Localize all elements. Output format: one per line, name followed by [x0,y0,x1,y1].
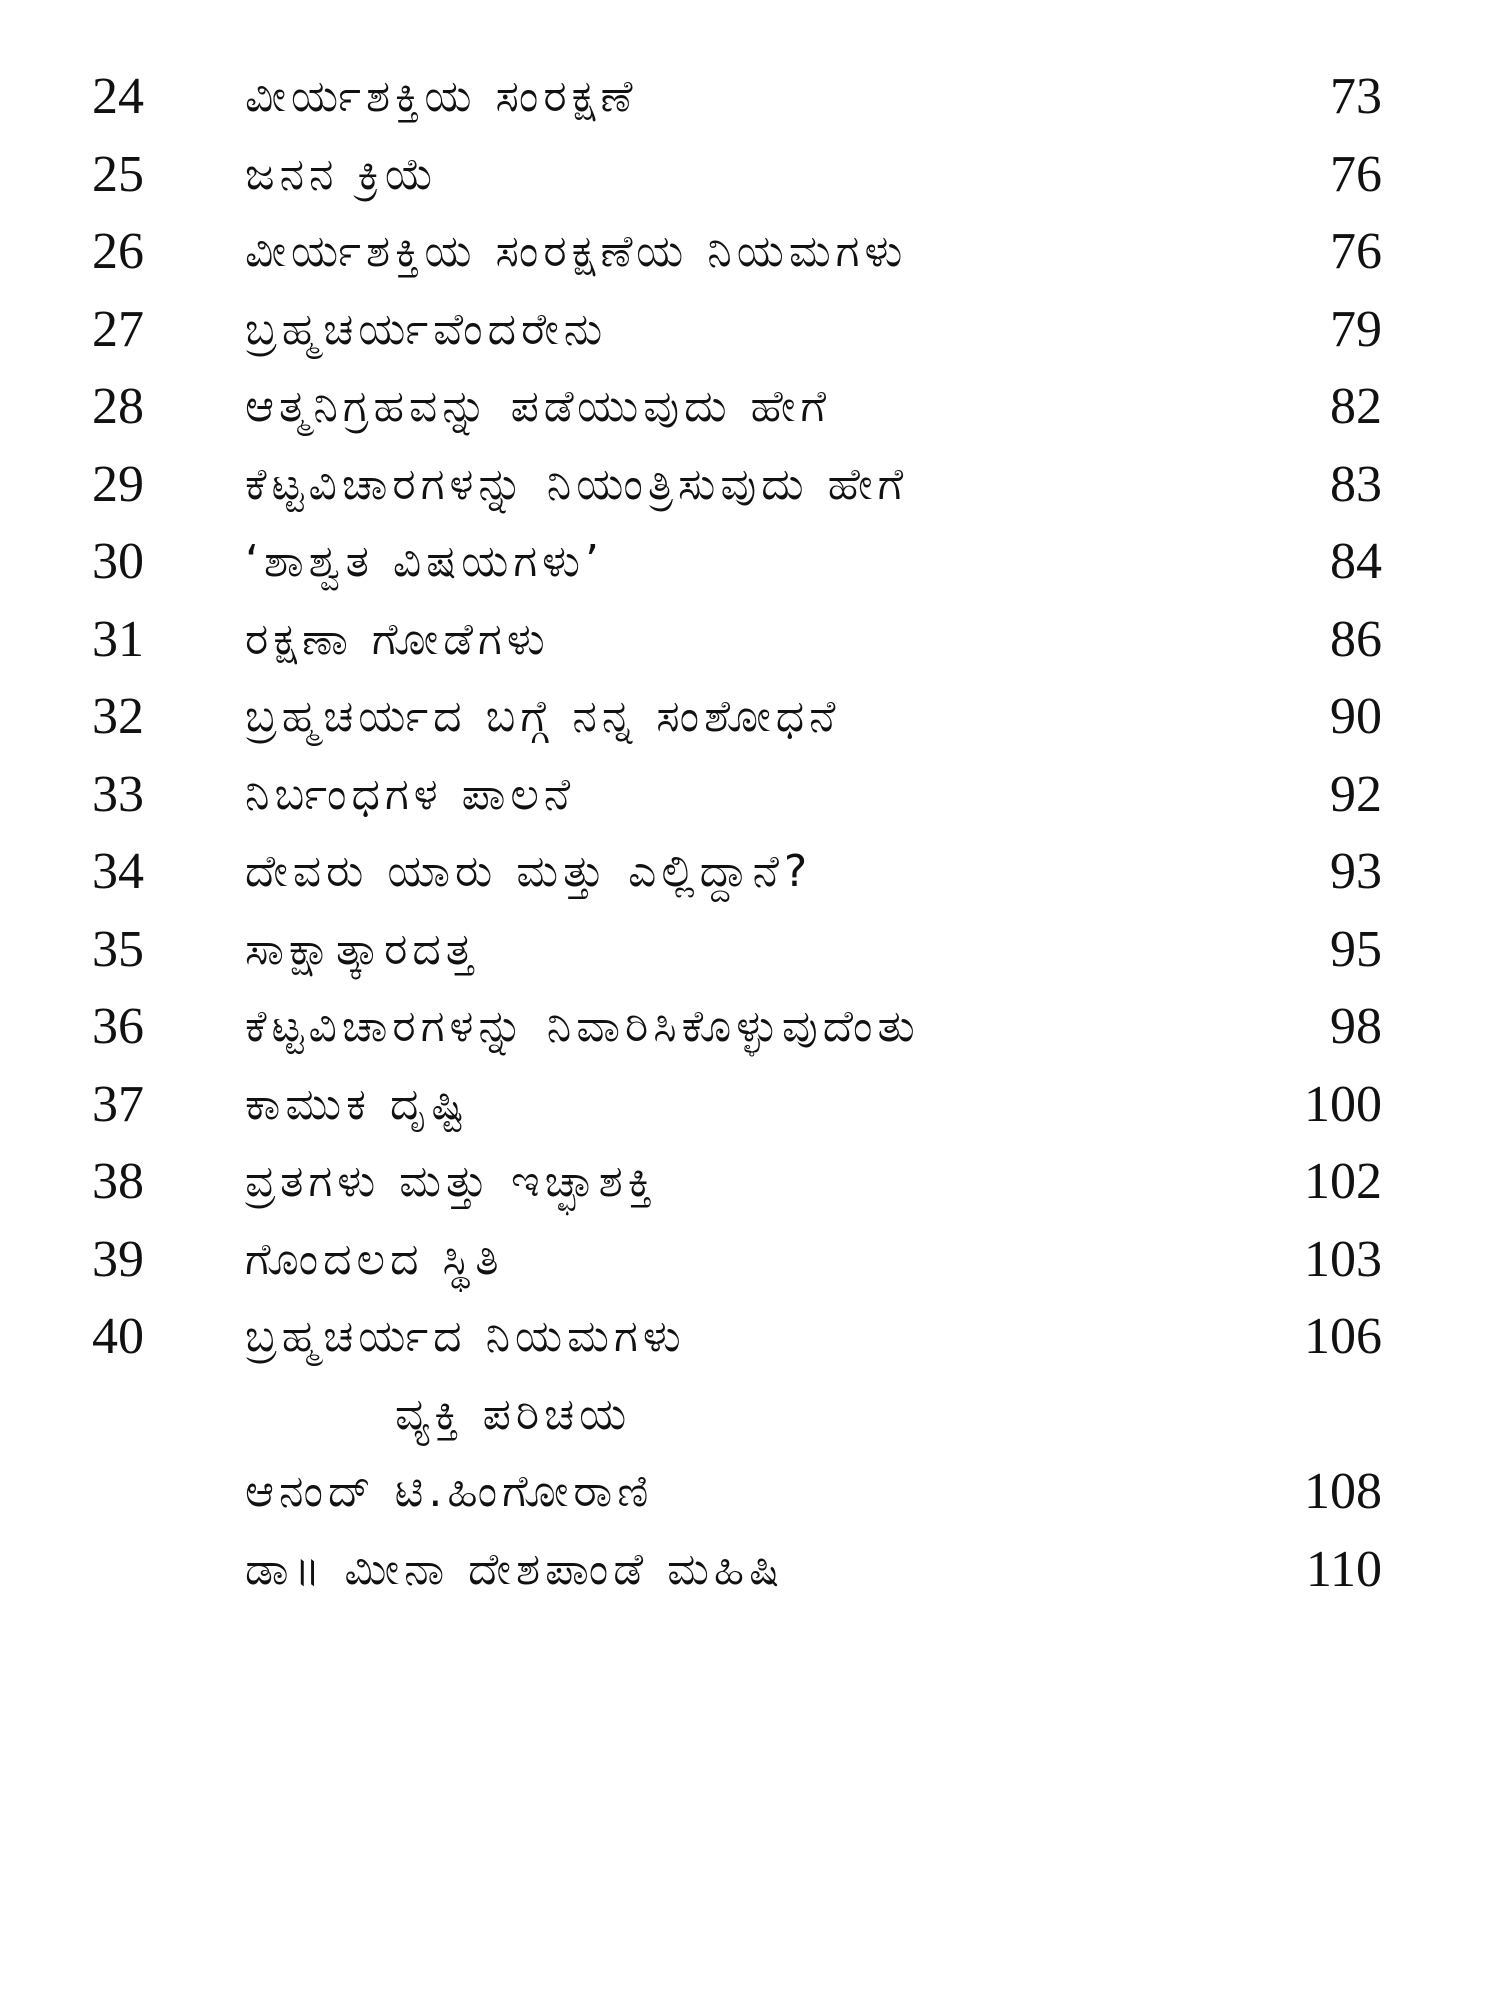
page-number: 83 [1330,455,1382,513]
page-number: 84 [1330,533,1382,590]
page-number: 73 [1330,68,1382,125]
chapter-title: ಕಾಮುಕ ದೃಷ್ಟಿ [245,1078,470,1130]
chapter-number: 25 [92,145,144,203]
chapter-number: 30 [92,533,144,590]
page-number: 82 [1330,378,1382,435]
toc-entry [0,291,1500,369]
chapter-title: ‘ಶಾಶ್ವತ ವಿಷಯಗಳು’ [245,536,605,587]
toc-entry [0,523,1500,601]
chapter-number: 27 [92,300,144,358]
page-number: 92 [1330,765,1382,823]
chapter-title: ವೀರ್ಯಶಕ್ತಿಯ ಸಂರಕ್ಷಣೆಯ ನಿಯಮಗಳು [245,226,908,277]
chapter-number: 36 [92,998,144,1055]
toc-entry [0,756,1500,834]
toc-entry [0,1143,1500,1221]
chapter-title: ಕೆಟ್ಟವಿಚಾರಗಳನ್ನು ನಿಯಂತ್ರಿಸುವುದು ಹೇಗೆ [245,458,909,510]
toc-entry [0,213,1500,291]
toc-entry [0,368,1500,446]
chapter-title: ಕೆಟ್ಟವಿಚಾರಗಳನ್ನು ನಿವಾರಿಸಿಕೊಳ್ಳುವುದೆಂತು [245,1001,920,1052]
chapter-number: 31 [92,610,144,668]
page-number: 110 [1305,1540,1382,1598]
chapter-title: ಆತ್ಮನಿಗ್ರಹವನ್ನು ಪಡೆಯುವುದು ಹೇಗೆ [245,381,832,432]
chapter-number: 37 [92,1075,144,1133]
page-number: 76 [1330,145,1382,203]
chapter-title: ನಿರ್ಬಂಧಗಳ ಪಾಲನೆ [245,768,576,820]
table-of-contents [0,58,1500,1608]
section-heading: ವ್ಯಕ್ತಿ ಪರಿಚಯ [395,1388,632,1440]
chapter-number: 33 [92,765,144,823]
toc-entry [0,446,1500,524]
page-number: 76 [1330,223,1382,280]
chapter-title: ಗೊಂದಲದ ಸ್ಥಿತಿ [245,1233,504,1285]
toc-entry [0,601,1500,679]
profile-entry [0,1531,1500,1609]
page-number: 102 [1304,1153,1382,1210]
chapter-title: ಬ್ರಹ್ಮಚರ್ಯದ ನಿಯಮಗಳು [245,1311,686,1362]
toc-entry [0,58,1500,136]
chapter-number: 28 [92,378,144,435]
chapter-title: ಬ್ರಹ್ಮಚರ್ಯವೆಂದರೇನು [245,303,608,355]
page-number: 98 [1330,998,1382,1055]
toc-entry [0,136,1500,214]
chapter-number: 32 [92,688,144,745]
chapter-number: 35 [92,920,144,978]
page-number: 86 [1330,610,1382,668]
chapter-number: 24 [92,68,144,125]
section-heading-row [0,1376,1500,1454]
chapter-title: ವ್ರತಗಳು ಮತ್ತು ಇಚ್ಛಾಶಕ್ತಿ [245,1156,658,1207]
page-number: 93 [1330,843,1382,900]
page-number: 106 [1304,1308,1382,1365]
page-number: 108 [1304,1463,1382,1520]
chapter-title: ರಕ್ಷಣಾ ಗೋಡೆಗಳು [245,613,550,665]
chapter-number: 34 [92,843,144,900]
toc-entry [0,911,1500,989]
toc-entry [0,988,1500,1066]
page-number: 95 [1330,920,1382,978]
toc-entry [0,678,1500,756]
chapter-title: ಸಾಕ್ಷಾತ್ಕಾರದತ್ತ [245,923,478,975]
chapter-title: ದೇವರು ಯಾರು ಮತ್ತು ಎಲ್ಲಿದ್ದಾನೆ? [245,846,813,897]
chapter-number: 39 [92,1230,144,1288]
chapter-number: 38 [92,1153,144,1210]
toc-entry [0,1066,1500,1144]
toc-entry [0,1298,1500,1376]
chapter-number: 29 [92,455,144,513]
page-number: 100 [1304,1075,1382,1133]
profile-entry [0,1453,1500,1531]
page-number: 90 [1330,688,1382,745]
toc-entry [0,833,1500,911]
toc-entry [0,1221,1500,1299]
chapter-title: ಬ್ರಹ್ಮಚರ್ಯದ ಬಗ್ಗೆ ನನ್ನ ಸಂಶೋಧನೆ [245,691,841,742]
page-number: 79 [1330,300,1382,358]
chapter-title: ಜನನ ಕ್ರಿಯೆ [245,148,439,200]
profile-title: ಡಾ॥ ಮೀನಾ ದೇಶಪಾಂಡೆ ಮಹಿಷಿ [245,1543,785,1595]
profile-title: ಆನಂದ್ ಟಿ.ಹಿಂಗೋರಾಣಿ [245,1466,654,1517]
chapter-number: 26 [92,223,144,280]
page-number: 103 [1304,1230,1382,1288]
chapter-number: 40 [92,1308,144,1365]
chapter-title: ವೀರ್ಯಶಕ್ತಿಯ ಸಂರಕ್ಷಣೆ [245,71,638,122]
